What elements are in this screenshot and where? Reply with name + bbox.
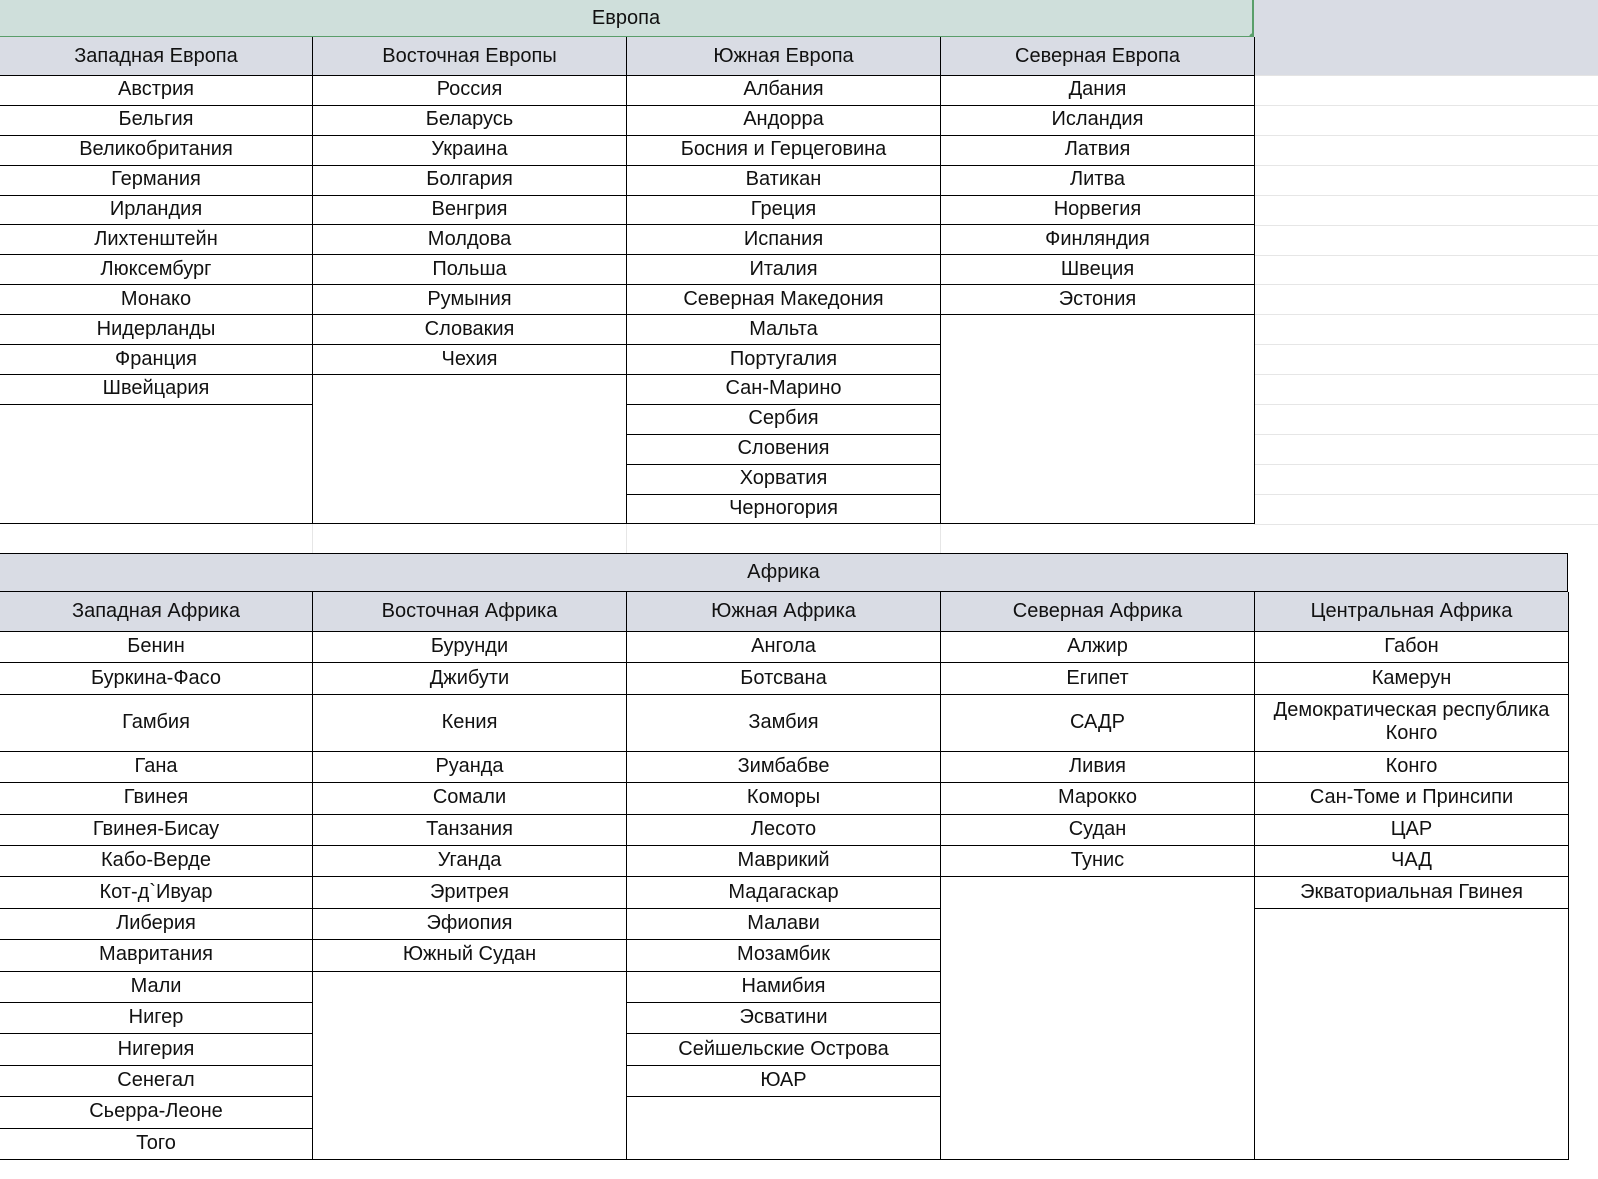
country-name: Словения [737,437,830,460]
country-cell[interactable] [0,374,312,405]
country-cell[interactable] [0,908,312,940]
country-name: Нидерланды [96,317,216,340]
country-cell[interactable] [941,814,1254,846]
africa-column [626,631,941,1160]
country-cell[interactable] [0,105,312,136]
country-name: Марокко [1057,786,1138,809]
country-name: Германия [111,168,201,191]
country-name: Италия [749,257,818,280]
country-name: Молдова [427,227,512,250]
country-cell[interactable] [941,165,1254,196]
country-cell[interactable] [941,662,1254,694]
gridline [1254,255,1598,256]
country-name: Сан-Марино [725,377,842,400]
country-cell[interactable] [627,751,940,783]
country-cell[interactable] [941,254,1254,285]
column-header-label: Южная Африка [711,600,856,622]
country-name: Ботсвана [740,666,827,689]
country-cell[interactable] [627,284,940,315]
country-name: ЮАР [760,1068,807,1091]
country-cell[interactable] [313,105,626,136]
column-header-label: Восточная Африка [381,600,558,622]
country-name: Гвинея [123,786,189,809]
country-cell[interactable] [0,971,312,1003]
africa-column [1254,631,1569,1160]
country-name: Нигер [128,1006,184,1029]
country-cell[interactable] [313,225,626,256]
country-name: Эфиопия [426,911,513,934]
country-cell[interactable] [627,845,940,877]
country-cell[interactable] [313,751,626,783]
column-header-label: Западная Европа [74,44,238,67]
country-cell[interactable] [313,631,626,663]
africa-title-cell[interactable] [0,553,1568,592]
country-cell[interactable] [313,694,626,752]
country-name: Маврикий [737,849,830,872]
gridline [1254,105,1598,106]
country-name: Камерун [1371,666,1452,689]
country-cell[interactable] [1255,662,1568,694]
country-name: Ливия [1069,754,1126,777]
country-cell[interactable] [313,195,626,226]
gridline [1254,434,1598,435]
country-name: Коморы [746,786,821,809]
country-cell[interactable] [941,751,1254,783]
country-name: Швеция [1060,257,1135,280]
country-cell[interactable] [313,314,626,345]
country-name: Португалия [729,347,838,370]
country-cell[interactable] [627,662,940,694]
country-name: Бурунди [430,635,509,658]
country-cell[interactable] [0,1002,312,1034]
country-cell[interactable] [627,195,940,226]
country-name: Исландия [1051,108,1144,131]
country-cell[interactable] [313,165,626,196]
country-cell[interactable] [627,876,940,908]
country-cell[interactable] [313,344,626,375]
africa-column-header[interactable] [940,592,1255,632]
country-name: Гвинея-Бисау [92,817,220,840]
country-cell[interactable] [313,908,626,940]
country-name: Сан-Томе и Принсипи [1309,786,1514,809]
country-name: Украина [431,138,508,161]
country-name: Судан [1068,817,1127,840]
country-name: Зимбабве [737,754,830,777]
country-name: Польша [432,257,507,280]
country-name: Экваториальная Гвинея [1300,880,1523,903]
country-name: Тунис [1070,849,1125,872]
country-name: Франция [115,347,197,370]
country-name: ЧАД [1391,849,1432,872]
country-cell[interactable] [313,135,626,166]
country-name: Намибия [741,974,826,997]
africa-column [940,631,1255,1160]
country-name: Болгария [426,168,513,191]
country-name: Дания [1068,78,1127,101]
gridline [1254,404,1598,405]
column-header-label: Северная Африка [1012,600,1183,622]
country-name: Сербия [748,407,819,430]
country-name: Словакия [424,317,515,340]
europe-header-fill [1254,0,1598,76]
country-name: Джибути [429,666,510,689]
gridline [1254,524,1598,525]
country-cell[interactable] [941,225,1254,256]
country-name: Мальта [749,317,818,340]
country-name: Эритрея [430,880,509,903]
country-cell[interactable] [0,845,312,877]
country-cell[interactable] [941,135,1254,166]
africa-column-header[interactable] [312,592,627,632]
country-cell[interactable] [0,284,312,315]
country-name: Мали [130,974,182,997]
country-name: Румыния [427,287,512,310]
country-name: Буркина-Фасо [90,666,221,689]
country-cell[interactable] [0,662,312,694]
country-cell[interactable] [627,1065,940,1097]
country-cell[interactable] [941,284,1254,315]
country-cell[interactable] [627,908,940,940]
country-cell[interactable] [1255,751,1568,783]
country-cell[interactable] [0,165,312,196]
europe-column-header[interactable] [312,37,627,76]
gridline [1254,344,1598,345]
country-cell[interactable] [627,939,940,971]
gridline [1254,374,1598,375]
country-name: Ватикан [745,168,822,191]
country-name: Великобритания [79,138,233,161]
country-cell[interactable] [941,694,1254,752]
country-cell[interactable] [941,845,1254,877]
country-cell[interactable] [0,314,312,345]
country-cell[interactable] [0,1033,312,1065]
country-name: Южный Судан [402,943,537,966]
europe-column-header[interactable] [940,37,1255,76]
country-cell[interactable] [627,1002,940,1034]
country-name: Хорватия [739,467,828,490]
europe-column-header[interactable] [0,37,313,76]
country-cell[interactable] [627,814,940,846]
country-cell[interactable] [0,135,312,166]
country-name: Сенегал [117,1068,195,1091]
country-cell[interactable] [0,75,312,106]
europe-column [626,75,941,524]
country-cell[interactable] [313,254,626,285]
column-header-label: Южная Европа [713,44,854,67]
country-cell[interactable] [313,876,626,908]
country-cell[interactable] [627,404,940,435]
country-cell[interactable] [1255,694,1568,752]
country-cell[interactable] [0,631,312,663]
country-cell[interactable] [627,225,940,256]
country-name: Алжир [1067,635,1128,658]
country-cell[interactable] [0,876,312,908]
country-cell[interactable] [0,254,312,285]
gridline [1254,195,1598,196]
country-cell[interactable] [1255,876,1568,908]
gridline [1254,225,1598,226]
gridline [1254,464,1598,465]
gridline [312,524,313,553]
country-name: Литва [1070,168,1125,191]
country-name: Латвия [1064,138,1131,161]
country-name: Люксембург [100,257,212,280]
gridline [1254,135,1598,136]
country-cell[interactable] [627,165,940,196]
country-cell[interactable] [0,751,312,783]
europe-column-header[interactable] [626,37,941,76]
country-cell[interactable] [313,782,626,814]
country-name: Бельгия [118,108,194,131]
country-cell[interactable] [627,1033,940,1065]
country-name: Черногория [729,497,838,520]
gridline [1254,314,1598,315]
country-cell[interactable] [627,494,940,525]
country-cell[interactable] [627,464,940,495]
europe-column [0,75,313,524]
country-name: Гамбия [122,710,190,733]
country-name: Замбия [748,710,819,733]
country-name: Демократическая республика Конго [1273,699,1550,745]
country-name: Ангола [751,635,816,658]
europe-column [940,75,1255,524]
country-name: Босния и Герцеговина [680,138,887,161]
country-cell[interactable] [941,105,1254,136]
country-name: Норвегия [1053,198,1142,221]
column-header-label: Западная Африка [71,600,240,622]
country-name: Чехия [441,347,498,370]
country-name: Кения [441,710,498,733]
country-cell[interactable] [941,631,1254,663]
africa-column-header[interactable] [1254,592,1569,632]
country-cell[interactable] [941,782,1254,814]
africa-column-header[interactable] [626,592,941,632]
country-name: Бенин [127,635,185,658]
country-name: Мавритания [98,943,214,966]
country-cell[interactable] [627,971,940,1003]
country-name: САДР [1070,710,1125,733]
country-cell[interactable] [627,314,940,345]
country-cell[interactable] [0,1128,312,1160]
country-name: Лесото [750,817,817,840]
country-name: Кабо-Верде [101,849,211,872]
country-cell[interactable] [0,782,312,814]
country-name: Финляндия [1045,227,1150,250]
country-cell[interactable] [627,254,940,285]
country-cell[interactable] [0,694,312,752]
europe-title-cell[interactable] [0,0,1254,38]
country-name: Руанда [435,754,504,777]
country-cell[interactable] [313,284,626,315]
africa-column-header[interactable] [0,592,313,632]
country-name: Ирландия [109,198,203,221]
country-name: Нигерия [117,1037,195,1060]
country-name: Венгрия [431,198,508,221]
country-name: Мадагаскар [728,880,839,903]
africa-column [0,631,313,1160]
country-name: Албания [743,78,824,101]
country-cell[interactable] [627,782,940,814]
country-cell[interactable] [1255,782,1568,814]
country-name: Австрия [117,78,195,101]
country-name: Сейшельские Острова [678,1037,889,1060]
country-cell[interactable] [627,344,940,375]
country-cell[interactable] [627,75,940,106]
country-cell[interactable] [0,1065,312,1097]
country-cell[interactable] [1255,814,1568,846]
country-name: Того [136,1131,176,1154]
country-cell[interactable] [1255,631,1568,663]
country-name: Египет [1066,666,1129,689]
country-cell[interactable] [627,105,940,136]
country-name: Монако [120,287,192,310]
country-name: Сомали [432,786,507,809]
country-name: Россия [436,78,503,101]
country-name: ЦАР [1390,817,1433,840]
column-header-label: Северная Европа [1015,44,1180,67]
country-name: Мозамбик [737,943,830,966]
country-name: Швейцария [102,377,210,400]
country-cell[interactable] [0,195,312,226]
country-cell[interactable] [1255,845,1568,877]
country-name: Эстония [1058,287,1137,310]
country-name: Гана [134,754,178,777]
africa-title: Африка [747,561,820,583]
country-cell[interactable] [313,75,626,106]
country-name: Эсватини [739,1006,828,1029]
country-cell[interactable] [313,939,626,971]
country-name: Габон [1384,635,1439,658]
country-cell[interactable] [627,135,940,166]
country-name: Танзания [426,817,513,840]
africa-column [312,631,627,1160]
country-name: Андорра [743,108,824,131]
country-cell[interactable] [0,225,312,256]
europe-column [312,75,627,524]
country-cell[interactable] [0,939,312,971]
country-name: Кот-д`Ивуар [99,880,213,903]
gridline [1254,494,1598,495]
gridline [626,524,627,553]
country-name: Беларусь [425,108,514,131]
country-name: Конго [1385,754,1438,777]
country-name: Лихтенштейн [94,227,218,250]
country-name: Сьерра-Леоне [89,1100,223,1123]
country-cell[interactable] [313,814,626,846]
country-cell[interactable] [313,845,626,877]
country-cell[interactable] [627,374,940,405]
country-cell[interactable] [941,75,1254,106]
country-cell[interactable] [941,195,1254,226]
column-header-label: Центральная Африка [1310,600,1513,622]
country-name: Либерия [116,911,196,934]
country-cell[interactable] [627,631,940,663]
country-cell[interactable] [627,694,940,752]
gridline [940,524,941,553]
country-cell[interactable] [0,1096,312,1128]
europe-title: Европа [591,6,661,29]
country-cell[interactable] [0,344,312,375]
country-cell[interactable] [313,662,626,694]
gridline [1254,284,1598,285]
country-name: Греция [750,198,817,221]
country-name: Испания [743,227,824,250]
country-cell[interactable] [627,434,940,465]
gridline [1254,165,1598,166]
country-name: Малави [747,911,820,934]
column-header-label: Восточная Европы [382,44,557,67]
country-cell[interactable] [0,814,312,846]
country-name: Уганда [437,849,502,872]
country-name: Северная Македония [683,287,884,310]
